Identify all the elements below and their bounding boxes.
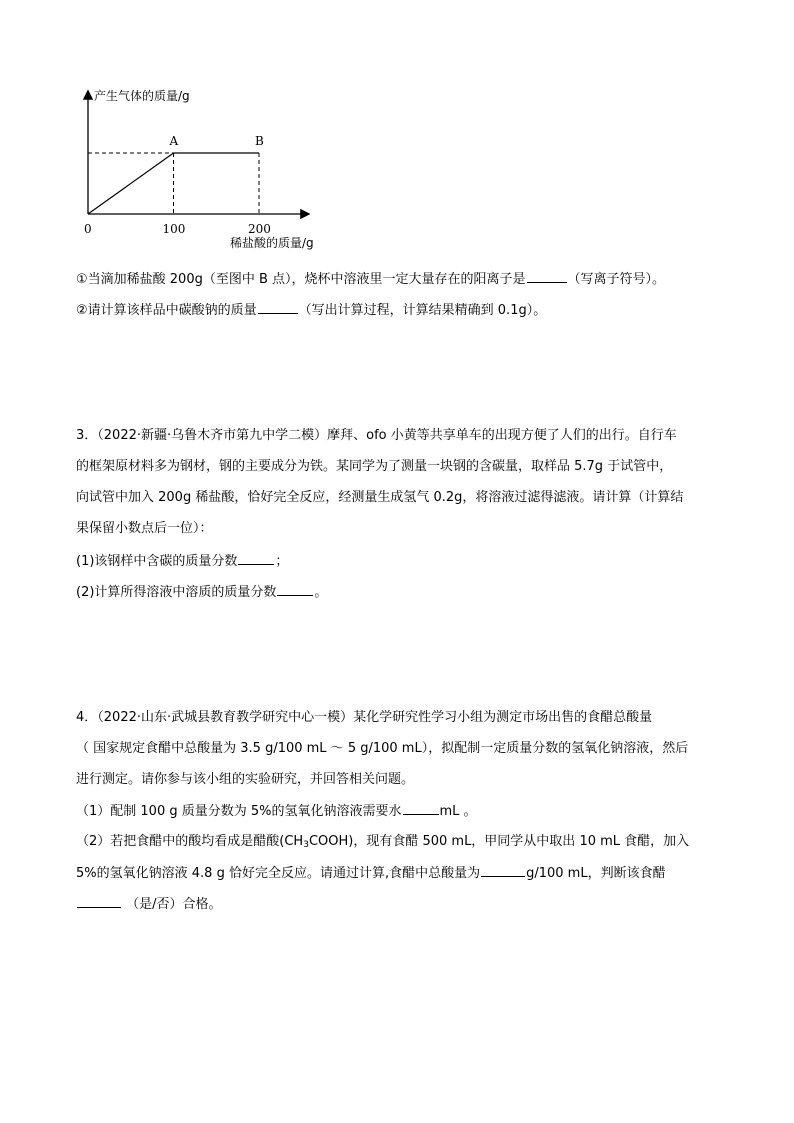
- q2-sub1-text: ①当滴加稀盐酸 200g（至图中 B 点），烧杯中溶液里一定大量存在的阳离子是: [76, 272, 526, 287]
- q3-line3: 向试管中加入 200g 稀盐酸，恰好完全反应，经测量生成氢气 0.2g，将溶液过滤得滤液。请计算（计算结: [76, 490, 684, 505]
- q3-line4: 果保留小数点后一位）：: [76, 521, 213, 536]
- q4-sub2-blank1: [481, 864, 525, 877]
- q3-sub1: [76, 552, 288, 571]
- q2-sub2-text: ②请计算该样品中碳酸钠的质量: [76, 303, 257, 318]
- q4-sub2-text-b: COOH)，现有食醋 500 mL，甲同学从中取出 10 mL 食醋，加入: [308, 834, 690, 849]
- q3-sub1-tail: ；: [275, 554, 289, 569]
- point-label-A: A: [169, 134, 179, 148]
- chart-marks: [88, 134, 271, 236]
- q4-sub2-line1: [76, 833, 689, 854]
- q3-line1: 3．（2022·新疆·乌鲁木齐市第九中学二模）摩拜、ofo 小黄等共享单车的出现方便了人们的出行。自行车: [76, 428, 677, 443]
- q4-sub1: [76, 802, 477, 821]
- gas-mass-chart: [68, 84, 348, 254]
- q4-sub2-line2-tail: g/100 mL，判断该食醋: [526, 866, 666, 881]
- point-label-B: B: [255, 134, 264, 148]
- q3-sub2-tail: 。: [314, 585, 328, 600]
- q3-sub2: [76, 583, 327, 602]
- q4-sub1-text: （1）配制 100 g 质量分数为 5%的氢氧化钠溶液需要水: [76, 804, 402, 819]
- x-tick-label-100: 100: [162, 222, 186, 236]
- q3-sub2-text: (2)计算所得溶液中溶质的质量分数: [76, 585, 277, 600]
- q4-sub1-blank: [403, 802, 439, 815]
- q2-sub1: [76, 270, 665, 289]
- x-tick-label-200: 200: [248, 222, 271, 236]
- q4-sub2-blank2: [77, 895, 121, 908]
- q4-sub2-line2: [76, 864, 666, 883]
- origin-label: 0: [84, 222, 92, 236]
- q4-sub2-text-a: （2）若把食醋中的酸均看成是醋酸(CH: [76, 834, 304, 849]
- q3-line2: 的框架原材料多为钢材，钢的主要成分为铁。某同学为了测量一块钢的含碳量，取样品 5.7g 于试管中，: [76, 459, 673, 474]
- q4-sub1-tail: mL 。: [439, 804, 477, 819]
- q4-line1: 4．（2022·山东·武城县教育教学研究中心一模）某化学研究性学习小组为测定市场出售的食醋总酸量: [76, 710, 653, 725]
- q4-sub2-line3: [76, 895, 222, 914]
- q2-sub1-blank: [527, 270, 567, 283]
- q4-sub2-subscript: 3: [303, 840, 309, 850]
- q4-sub2-line2-text: 5%的氢氧化钠溶液 4.8 g 恰好完全反应。请通过计算,食醋中总酸量为: [76, 866, 481, 881]
- q3-sub2-blank: [277, 583, 313, 596]
- q4-line3: 进行测定。请你参与该小组的实验研究，并回答相关问题。: [76, 772, 415, 787]
- q2-sub2-blank: [258, 301, 298, 314]
- q2-sub2-tail: （写出计算过程，计算结果精确到 0.1g）。: [298, 303, 547, 318]
- q3-sub1-blank: [238, 552, 274, 565]
- q2-sub1-tail: （写离子符号）。: [567, 272, 666, 287]
- q4-line2: （ 国家规定食醋中总酸量为 3.5 g/100 mL ～ 5 g/100 mL），拟配制一定质量分数的氢氧化钠溶液，然后: [76, 741, 689, 756]
- q4-sub2-line3-tail: （是/否）合格。: [122, 897, 222, 912]
- x-axis-label: 稀盐酸的质量/g: [230, 236, 314, 250]
- q2-sub2: [76, 301, 546, 320]
- q3-sub1-text: (1)该钢样中含碳的质量分数: [76, 554, 238, 569]
- y-axis-label: 产生气体的质量/g: [94, 89, 190, 103]
